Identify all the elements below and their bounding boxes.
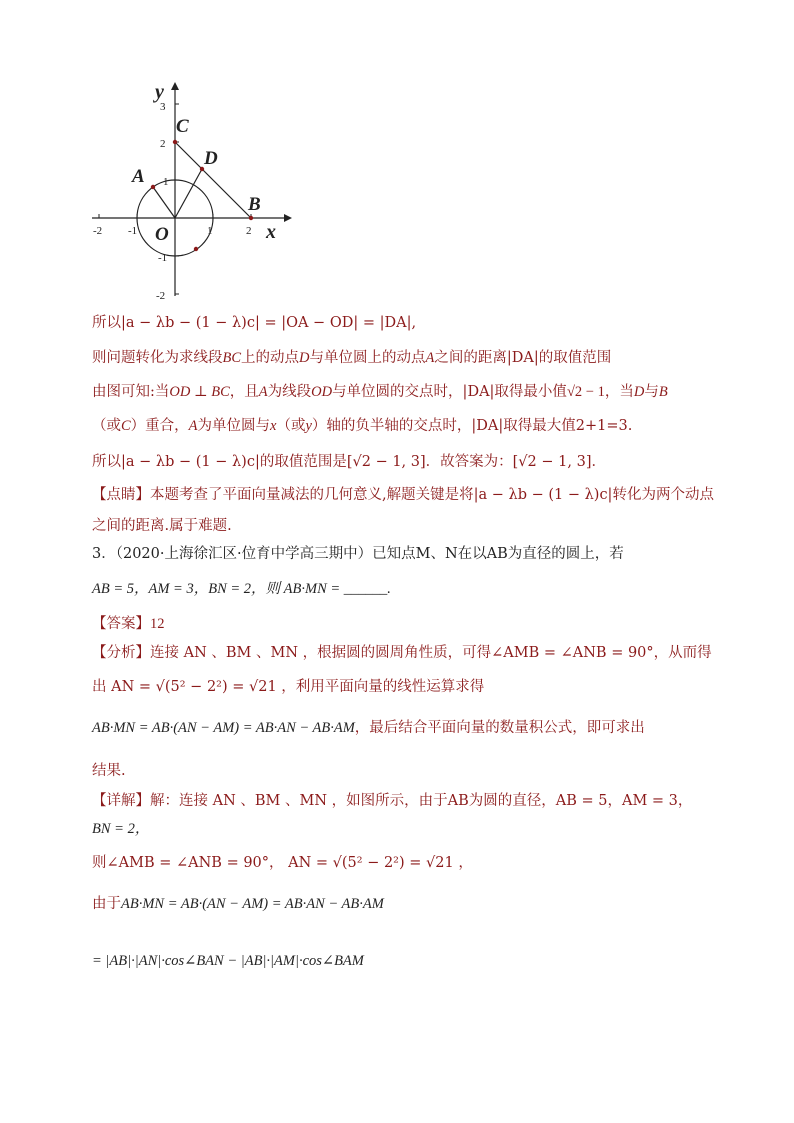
tag-analysis: 【分析】 bbox=[92, 645, 150, 661]
line-8-question bbox=[92, 543, 624, 565]
point-label-b: B bbox=[248, 194, 261, 215]
tick-y-neg1: -1 bbox=[158, 252, 168, 264]
line-1 bbox=[92, 312, 416, 334]
text-7: 之间的距离.属于难题. bbox=[92, 518, 232, 534]
text-3f: OD bbox=[311, 384, 333, 400]
text-3g: 与单位圆的交点时，|DA|取得最小值 bbox=[332, 384, 567, 400]
text-14: 结果. bbox=[92, 763, 126, 779]
text-3b: OD ⊥ BC bbox=[169, 384, 230, 400]
text-13: ，最后结合平面向量的数量积公式，即可求出 bbox=[354, 720, 645, 736]
question-3-conditions: AB = 5，AM = 3，BN = 2，则 AB·MN = ______. bbox=[92, 581, 391, 597]
text-3a: 由图可知:当 bbox=[92, 384, 170, 400]
point-label-c: C bbox=[176, 116, 189, 137]
tick-y-2: 2 bbox=[160, 138, 166, 150]
text-3j: D bbox=[633, 384, 645, 400]
text-16: BN = 2， bbox=[92, 821, 150, 837]
y-axis-arrow bbox=[171, 82, 179, 90]
x-axis-arrow bbox=[284, 214, 292, 222]
axis-label-y: y bbox=[155, 81, 164, 103]
text-3h: √2 − 1 bbox=[566, 384, 605, 400]
text-4f: x bbox=[270, 418, 277, 434]
line-2 bbox=[92, 347, 611, 369]
line-19 bbox=[92, 950, 364, 972]
tag-dianjing: 【点睛】 bbox=[92, 487, 150, 503]
segment-od bbox=[175, 169, 202, 218]
point-extra-dot bbox=[194, 247, 198, 251]
segment-oa bbox=[153, 187, 175, 218]
text-4e: 为单位圆与 bbox=[197, 418, 271, 434]
line-18 bbox=[92, 893, 384, 915]
formula-18: AB·MN = AB·(AN − AM) = AB·AN − AB·AM bbox=[121, 896, 384, 912]
text-3k: 与 bbox=[644, 384, 659, 400]
point-label-a: A bbox=[132, 166, 145, 187]
point-label-o: O bbox=[155, 224, 169, 245]
text-4a: （或 bbox=[92, 418, 121, 434]
tick-y-3: 3 bbox=[160, 101, 166, 113]
tick-x-neg1: -1 bbox=[128, 225, 138, 237]
text-3c: ，且 bbox=[229, 384, 259, 400]
line-7 bbox=[92, 515, 232, 537]
coordinate-figure bbox=[84, 78, 294, 308]
text-2e: 与单位圆上的动点 bbox=[309, 350, 426, 366]
text-4g: （或 bbox=[276, 418, 306, 434]
text-17: 则∠AMB = ∠ANB = 90°， AN = √(5² − 2²) = √21 ， bbox=[92, 855, 473, 871]
line-3 bbox=[92, 381, 668, 403]
text-4d: A bbox=[188, 418, 198, 434]
text-3d: A bbox=[258, 384, 268, 400]
text-3l: B bbox=[658, 384, 668, 400]
line-9 bbox=[92, 578, 391, 600]
text-2b: BC bbox=[222, 350, 242, 366]
text-6: 本题考查了平面向量减法的几何意义,解题关键是将|a − λb − (1 − λ)c|转化为两个动点 bbox=[150, 487, 714, 503]
text-11: 连接 AN 、BM 、MN ，根据圆的圆周角性质，可得∠AMB = ∠ANB = 90°，从而得 bbox=[150, 645, 712, 661]
tick-x-neg2: -2 bbox=[93, 225, 103, 237]
formula-19: = |AB|·|AN|·cos∠BAN − |AB|·|AM|·cos∠BAM bbox=[92, 953, 364, 969]
line-12 bbox=[92, 676, 484, 698]
axis-label-x: x bbox=[266, 221, 276, 243]
text-12: 出 AN = √(5² − 2²) = √21 ，利用平面向量的线性运算求得 bbox=[92, 679, 485, 695]
point-b-dot bbox=[249, 216, 253, 220]
text-18a: 由于 bbox=[92, 896, 121, 912]
text-4c: ）重合， bbox=[130, 418, 189, 434]
point-label-d: D bbox=[204, 148, 218, 169]
text-4b: C bbox=[121, 418, 131, 434]
question-3-header: 3．（2020·上海徐汇区·位育中学高三期中）已知点M、N在以AB为直径的圆上，若 bbox=[92, 546, 624, 562]
line-13 bbox=[92, 717, 645, 739]
tag-detail: 【详解】 bbox=[92, 793, 150, 809]
text-2a: 则问题转化为求线段 bbox=[92, 350, 223, 366]
text-2f: A bbox=[425, 350, 435, 366]
tick-x-1: 1 bbox=[207, 225, 213, 237]
tick-y-neg2: -2 bbox=[156, 290, 166, 302]
line-15 bbox=[92, 790, 692, 812]
line-10 bbox=[92, 613, 165, 635]
text-3i: ，当 bbox=[604, 384, 634, 400]
line-6 bbox=[92, 484, 714, 506]
text-15: 解：连接 AN 、BM 、MN ，如图所示，由于AB为圆的直径，AB = 5，AM = 3， bbox=[150, 793, 693, 809]
text-2c: 上的动点 bbox=[241, 350, 300, 366]
tag-answer: 【答案】 bbox=[92, 616, 150, 632]
text-4i: ）轴的负半轴的交点时，|DA|取得最大值2+1=3. bbox=[311, 418, 633, 434]
formula-13: AB·MN = AB·(AN − AM) = AB·AN − AB·AM bbox=[92, 720, 355, 736]
answer-value: 12 bbox=[150, 616, 165, 632]
line-16 bbox=[92, 818, 149, 840]
line-14 bbox=[92, 760, 126, 782]
point-a-dot bbox=[151, 185, 155, 189]
line-11 bbox=[92, 642, 712, 664]
line-4 bbox=[92, 415, 632, 437]
text-2d: D bbox=[299, 350, 310, 366]
line-5 bbox=[92, 451, 606, 473]
point-c-dot bbox=[173, 140, 177, 144]
text-3e: 为线段 bbox=[267, 384, 312, 400]
tick-y-1: 1 bbox=[163, 176, 169, 188]
text-2g: 之间的距离|DA|的取值范围 bbox=[434, 350, 612, 366]
text-1: 所以|a − λb − (1 − λ)c| = |OA − OD| = |DA|, bbox=[92, 315, 417, 331]
text-5: 所以|a − λb − (1 − λ)c|的取值范围是[√2 − 1, 3]．故答案为：[√2 − 1, 3]． bbox=[92, 454, 606, 470]
line-17 bbox=[92, 852, 473, 874]
text-4h: y bbox=[305, 418, 312, 434]
tick-x-2: 2 bbox=[246, 225, 252, 237]
